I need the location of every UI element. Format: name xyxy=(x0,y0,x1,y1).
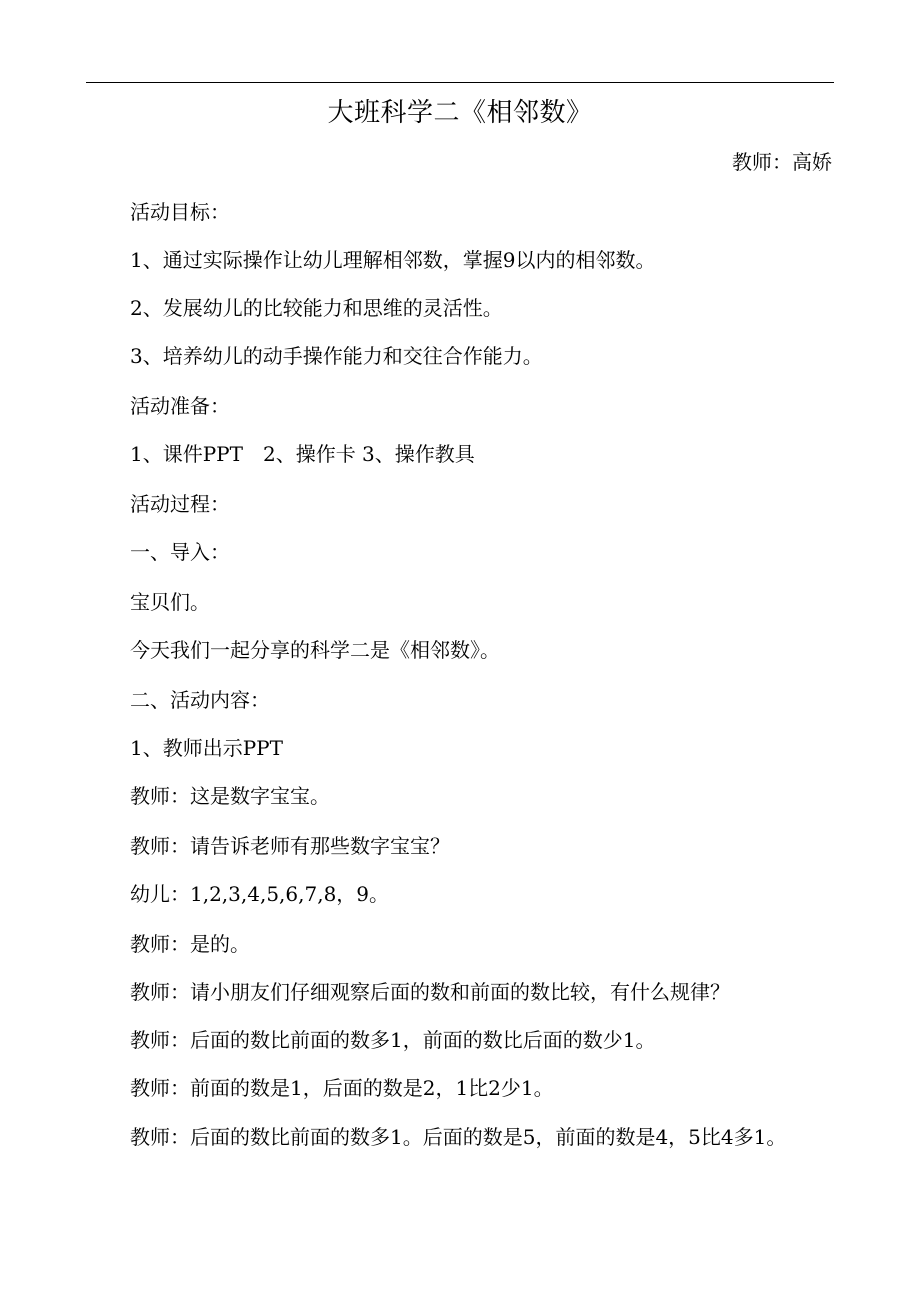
paragraph-dialogue-3: 幼儿：1,2,3,4,5,6,7,8，9。 xyxy=(130,882,390,906)
paragraph-content-1: 1、教师出示PPT xyxy=(130,736,283,760)
paragraph-process-heading: 活动过程： xyxy=(130,492,230,516)
paragraph-dialogue-1: 教师：这是数字宝宝。 xyxy=(130,784,330,808)
paragraph-goal-1: 1、通过实际操作让幼儿理解相邻数，掌握9以内的相邻数。 xyxy=(130,248,656,272)
paragraph-dialogue-4: 教师：是的。 xyxy=(130,932,250,956)
paragraph-goal-2: 2、发展幼儿的比较能力和思维的灵活性。 xyxy=(130,296,503,320)
paragraph-prep-items: 1、课件PPT 2、操作卡 3、操作教具 xyxy=(130,442,475,466)
paragraph-dialogue-2: 教师：请告诉老师有那些数字宝宝？ xyxy=(130,834,450,858)
paragraph-intro-2: 今天我们一起分享的科学二是《相邻数》。 xyxy=(130,638,500,662)
paragraph-goals-heading: 活动目标： xyxy=(130,200,230,224)
header-rule xyxy=(86,82,834,83)
paragraph-dialogue-7: 教师：前面的数是1，后面的数是2，1比2少1。 xyxy=(130,1076,554,1100)
paragraph-prep-heading: 活动准备： xyxy=(130,394,230,418)
paragraph-dialogue-5: 教师：请小朋友们仔细观察后面的数和前面的数比较，有什么规律？ xyxy=(130,980,730,1004)
paragraph-dialogue-6: 教师：后面的数比前面的数多1，前面的数比后面的数少1。 xyxy=(130,1028,656,1052)
paragraph-intro-1: 宝贝们。 xyxy=(130,590,210,614)
paragraph-goal-3: 3、培养幼儿的动手操作能力和交往合作能力。 xyxy=(130,344,543,368)
paragraph-dialogue-8: 教师：后面的数比前面的数多1。后面的数是5，前面的数是4，5比4多1。 xyxy=(130,1125,787,1149)
paragraph-intro-heading: 一、导入： xyxy=(130,540,230,564)
paragraph-content-heading: 二、活动内容： xyxy=(130,688,270,712)
document-title: 大班科学二《相邻数》 xyxy=(327,98,593,128)
teacher-name: 教师：高娇 xyxy=(732,150,832,174)
